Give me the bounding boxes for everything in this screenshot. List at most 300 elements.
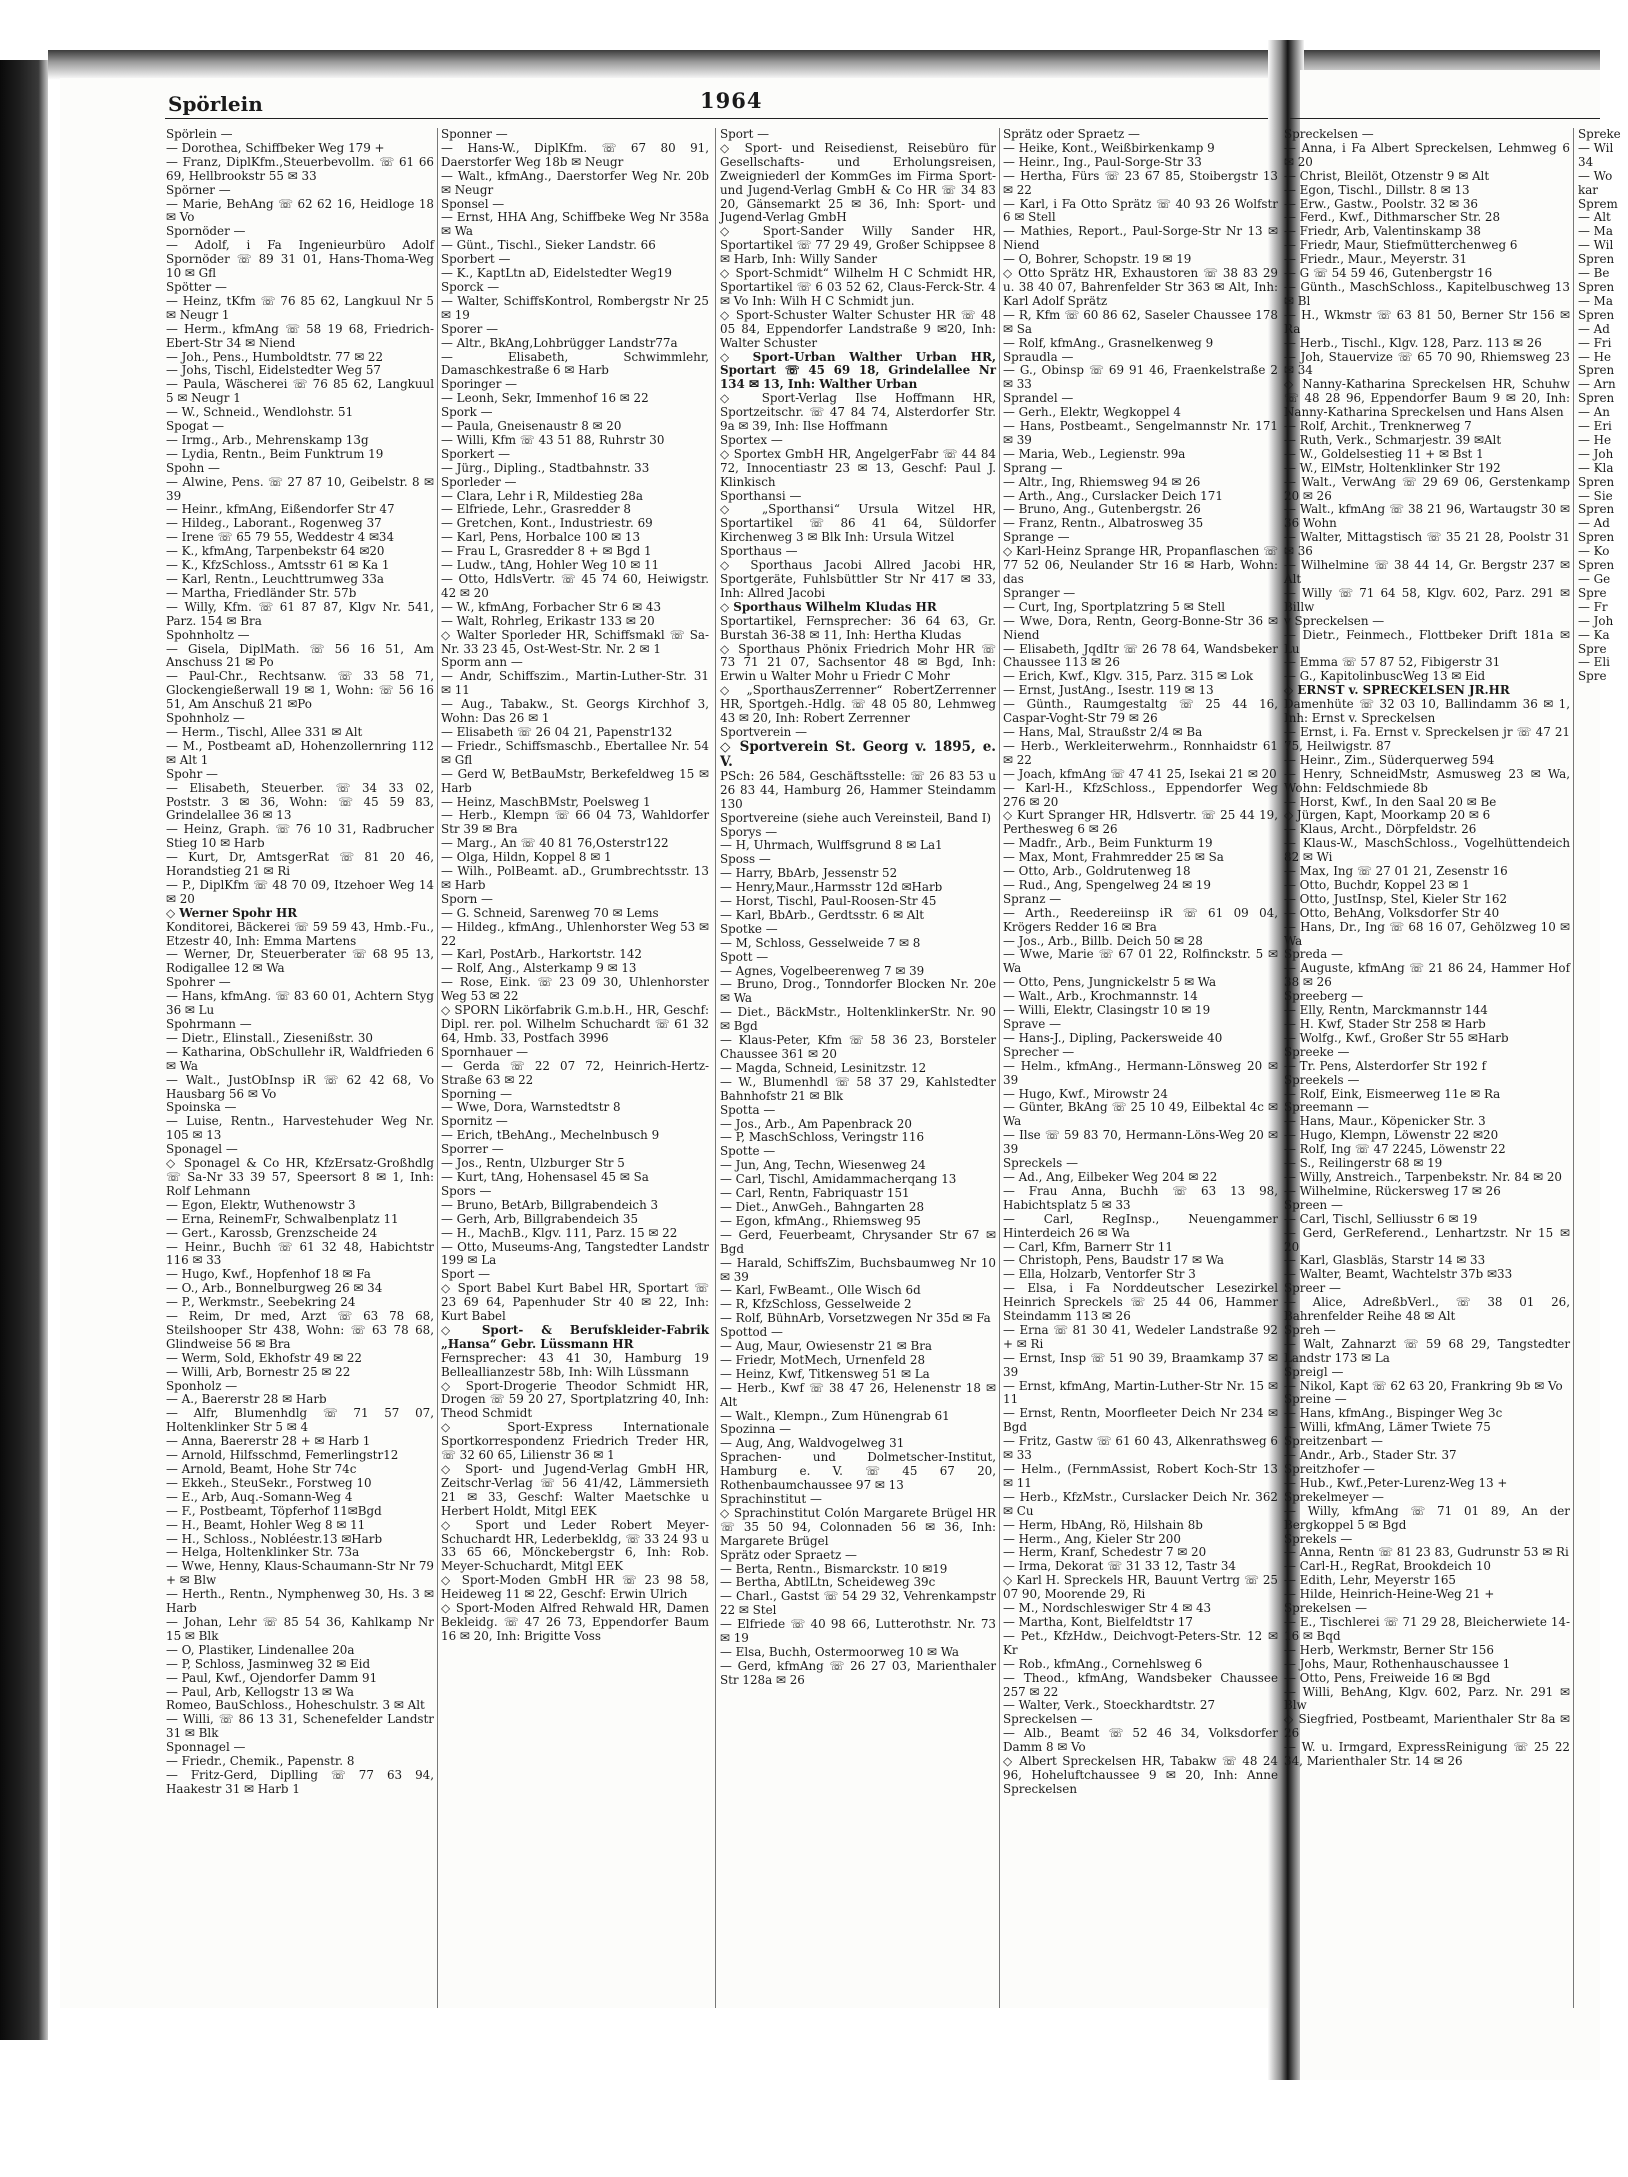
directory-entry: — Pet., KfzHdw., Deichvogt-Peters-Str. 12 ✉ Kr (1003, 1628, 1278, 1657)
surname-heading: Spreitzenbart — (1284, 1434, 1383, 1449)
directory-entry: — Ernst, Rentn, Moorfleeter Deich Nr 234 ✉ Bgd (1003, 1406, 1278, 1435)
directory-entry: — H, Uhrmach, Wulffsgrund 8 ✉ La1 (720, 838, 943, 853)
directory-entry: — P., Werkmstr., Seebekring 24 (166, 1295, 356, 1310)
directory-entry: — Hans-W., DiplKfm. ☏ 67 80 91, Daerstorfer Weg 18b ✉ Neugr (441, 140, 709, 169)
directory-entry: — Jos., Rentn, Ulzburger Str 5 (441, 1156, 625, 1171)
directory-entry: — Karl, Rentn., Leuchttrumweg 33a (166, 572, 385, 586)
directory-entry: ◇ Walter Sporleder HR, Schiffsmakl ☏ Sa-Nr. 33 23 45, Ost-West-Str. Nr. 2 ✉ 1 (441, 627, 709, 656)
directory-entry: — Paula, Wäscherei ☏ 76 85 62, Langkuul 5 ✉ Neugr 1 (166, 377, 434, 406)
directory-entry: — M, Schloss, Gesselweide 7 ✉ 8 (720, 935, 921, 950)
directory-entry: — Karl, PostArb., Harkortstr. 142 (441, 947, 642, 962)
directory-entry: — Walt, Zahnarzt ☏ 59 68 29, Tangstedter Landstr 173 ✉ La (1284, 1336, 1570, 1365)
directory-entry: — Ilse ☏ 59 83 70, Hermann-Löns-Weg 20 ✉ 39 (1003, 1128, 1278, 1157)
directory-entry: — O., Arb., Bonnelburgweg 26 ✉ 34 (166, 1281, 383, 1296)
directory-entry: — Elsa, i Fa Norddeutscher Lesezirkel Heinrich Spreckels ☏ 25 44 06, Hammer Steindamm 113 ✉ 26 (1003, 1281, 1278, 1324)
directory-entry: — Bruno, Ang., Gutenbergstr. 26 (1003, 502, 1201, 517)
directory-entry: Sportvereine (siehe auch Vereinsteil, Band I) (720, 810, 992, 825)
directory-entry: — Ferd., Kwf., Dithmarscher Str. 28 (1284, 210, 1501, 225)
directory-entry: — Rolf, Eink, Eismeerweg 11e ✉ Ra (1284, 1086, 1501, 1101)
directory-entry: — Helm., kfmAng., Hermann-Lönsweg 20 ✉ 39 (1003, 1058, 1278, 1087)
surname-heading: Sporthaus — (720, 544, 798, 559)
directory-entry: — He (1578, 349, 1612, 364)
directory-entry: — Rolf, Archit., Trenknerweg 7 (1284, 419, 1472, 434)
directory-entry: Spren (1578, 474, 1615, 489)
directory-entry: — Paul, Kwf., Ojendorfer Damm 91 (166, 1670, 378, 1685)
directory-entry: — Fritz-Gerd, Diplling ☏ 77 63 94, Haakestr 31 ✉ Harb 1 (166, 1767, 434, 1796)
directory-entry: — Karl, Glasbläs, Starstr 14 ✉ 33 (1284, 1253, 1486, 1268)
directory-entry: — Walter, Beamt, Wachtelstr 37b ✉33 (1284, 1267, 1513, 1282)
directory-entry: — Otto, JustInsp, Stel, Kieler Str 162 (1284, 891, 1508, 906)
column-divider (999, 128, 1000, 2008)
directory-entry: — Herm, Kranf, Schedestr 7 ✉ 20 (1003, 1545, 1207, 1560)
surname-heading: Sporck — (441, 279, 500, 294)
directory-entry: — H., Schloss., Nobléestr.13 ✉Harb (166, 1531, 383, 1546)
directory-entry: — Hugo, Kwf., Hopfenhof 18 ✉ Fa (166, 1267, 371, 1282)
directory-entry: ◇ Sport-Urban Walther Urban HR, Sportart ☏ 45 69 18, Grindelallee Nr 134 ✉ 13, Inh: Walther Urban (720, 349, 996, 392)
directory-entry: — Heinr., Buchh ☏ 61 32 48, Habichtstr 116 ✉ 33 (166, 1239, 434, 1268)
directory-entry: Sprachen- und Dolmetscher-Institut, Hamburg e. V. ☏ 45 67 20, Rothenbaumchaussee 97 ✉ 13 (720, 1450, 996, 1493)
directory-entry: ◇ Sprachinstitut Colón Margarete Brügel HR ☏ 35 50 94, Colonnaden 56 ✉ 36, Inh: Margarete Brügel (720, 1505, 996, 1548)
directory-entry: — Helga, Holtenklinker Str. 73a (166, 1545, 360, 1560)
surname-heading: Spohrmann — (166, 1017, 252, 1031)
directory-entry: — Aug, Maur, Owiesenstr 21 ✉ Bra (720, 1339, 933, 1354)
directory-entry: — H., MachB., Klgv. 111, Parz. 15 ✉ 22 (441, 1225, 678, 1240)
directory-entry: — Elisabeth, JqdItr ☏ 26 78 64, Wandsbeker Chaussee 113 ✉ 26 (1003, 641, 1278, 670)
directory-entry: — Be (1578, 266, 1610, 281)
directory-entry: — Franz, Rentn., Albatrosweg 35 (1003, 516, 1204, 531)
directory-entry: — Katharina, ObSchullehr iR, Waldfrieden 6 ✉ Wa (166, 1044, 434, 1073)
directory-entry: ◇ Karl-Heinz Sprange HR, Propanflaschen ☏ 77 52 06, Neulander Str 16 ✉ Harb, Wohn: das (1003, 544, 1278, 586)
directory-entry: — Paula, Gneisenaustr 8 ✉ 20 (441, 419, 622, 434)
directory-entry: — Wilhelmine ☏ 38 44 14, Gr. Bergstr 237 ✉ Alt (1284, 558, 1570, 586)
surname-heading: Spottod — (720, 1325, 783, 1340)
directory-entry: — Lydia, Rentn., Beim Funktrum 19 (166, 446, 384, 461)
directory-entry: — Paul, Arb, Kellogstr 13 ✉ Wa (166, 1684, 354, 1699)
directory-entry: — Bruno, Drog., Tonndorfer Blocken Nr. 20e ✉ Wa (720, 977, 996, 1006)
surname-heading: Sposs — (720, 852, 771, 867)
directory-entry: Spren (1578, 558, 1615, 573)
left-binding-edge (0, 60, 48, 2040)
directory-entry: ◇ Siegfried, Postbeamt, Marienthaler Str 8a ✉ 26 (1284, 1712, 1570, 1741)
directory-entry: — Elisabeth, Schwimmlehr, Damaschkestraße 6 ✉ Harb (441, 349, 709, 378)
directory-column-2 (441, 128, 709, 2008)
directory-entry: — Olga, Hildn, Koppel 8 ✉ 1 (441, 850, 612, 865)
directory-entry: — Carl-H., RegRat, Brookdeich 10 (1284, 1559, 1491, 1574)
directory-entry: — Günth., Raumgestaltg ☏ 25 44 16, Caspar-Voght-Str 79 ✉ 26 (1003, 697, 1278, 726)
directory-entry: ◇ Sport-Sander Willy Sander HR, Sportartikel ☏ 77 29 49, Großer Schippsee 8 ✉ Harb, Inh: Willy Sander (720, 224, 996, 267)
directory-entry: — Gerh, Arb, Billgrabendeich 35 (441, 1211, 639, 1226)
directory-entry: — Ernst, JustAng., Isestr. 119 ✉ 13 (1003, 683, 1214, 698)
directory-entry: — Anna, Baererstr 28 + ✉ Harb 1 (166, 1434, 371, 1449)
surname-heading: Sprätz oder Spraetz — (720, 1547, 857, 1562)
directory-entry: Damenhüte ☏ 32 03 10, Ballindamm 36 ✉ 1, Inh: Ernst v. Spreckelsen (1284, 697, 1570, 726)
directory-entry: ◇ Otto Sprätz HR, Exhaustoren ☏ 38 83 29 u. 38 40 07, Bahrenfelder Str 363 ✉ Alt, Inh: Karl Adolf Sprätz (1003, 266, 1278, 308)
directory-entry: — Klaus-Peter, Kfm ☏ 58 36 23, Borsteler Chaussee 361 ✉ 20 (720, 1033, 996, 1061)
directory-entry: ◇ Sport und Leder Robert Meyer-Schuchardt HR, Lederbekldg, ☏ 33 24 93 u 33 65 66, Mönckebergstr 6, Inh: Rob. Meyer-Schuchardt, Mitgl EEK (441, 1517, 709, 1574)
directory-entry: — Herb., KfzMstr., Curslacker Deich Nr. 362 ✉ Cu (1003, 1489, 1278, 1518)
surname-heading: Sport — (441, 1267, 491, 1282)
directory-entry: — Gerd W, BetBauMstr, Berkefeldweg 15 ✉ Harb (441, 766, 709, 795)
directory-entry: — Herm., kfmAng ☏ 58 19 68, Friedrich-Ebert-Str 34 ✉ Niend (166, 321, 434, 350)
directory-entry: ◇ Jürgen, Kapt, Moorkamp 20 ✉ 6 (1284, 808, 1491, 823)
directory-entry: — Walt., Klempn., Zum Hünengrab 61 (720, 1408, 950, 1423)
directory-entry: — Wolfg., Kwf., Großer Str 55 ✉Harb (1284, 1030, 1509, 1045)
directory-entry: — Willy, Kfm. ☏ 61 87 87, Klgv Nr. 541, Parz. 154 ✉ Bra (166, 599, 434, 628)
directory-entry: — Otto, Pens, Jungnickelstr 5 ✉ Wa (1003, 975, 1217, 990)
directory-entry: — Bruno, BetArb, Billgrabendeich 3 (441, 1197, 659, 1212)
directory-entry: — Hildeg., kfmAng., Uhlenhorster Weg 53 ✉ 22 (441, 919, 709, 948)
surname-heading: Spreke (1578, 127, 1621, 141)
surname-heading: Sporinger — (441, 377, 518, 392)
directory-entry: — Alfr, Blumenhdlg ☏ 71 57 07, Holtenklinker Str 5 ✉ 4 (166, 1406, 434, 1435)
surname-heading: Sprang — (1003, 460, 1063, 475)
directory-entry: — W., Goldelsestieg 11 + ✉ Bst 1 (1284, 446, 1484, 461)
directory-entry: — Paul-Chr., Rechtsanw. ☏ 33 58 71, Glockengießerwall 19 ✉ 1, Wohn: ☏ 56 16 51, Am Anschuß 21 ✉Po (166, 669, 434, 712)
directory-entry: — Hans, Mal, Straußstr 2/4 ✉ Ba (1003, 724, 1203, 739)
directory-entry: ◇ Sponagel & Co HR, KfzErsatz-Großhdlg ☏ Sa-Nr 33 39 57, Speersort 8 ✉ 1, Inh: Rolf Lehmann (166, 1156, 434, 1198)
directory-entry: — Irma, Dekorat ☏ 31 33 12, Tastr 34 (1003, 1559, 1236, 1574)
surname-heading: Spranz — (1003, 891, 1062, 906)
surname-heading: Spörner — (166, 182, 231, 197)
directory-entry: — R, Kfm ☏ 60 86 62, Saseler Chaussee 178 ✉ Sa (1003, 307, 1278, 336)
directory-entry: ◇ Sport- und Jugend-Verlag GmbH HR, Zeitschr-Verlag ☏ 56 41/42, Lämmersieth 21 ✉ 33, Geschf: Walter Maetschke u Herbert Holdt, Mitgl EEK (441, 1462, 709, 1518)
directory-entry: — W., kfmAng, Forbacher Str 6 ✉ 43 (441, 599, 662, 614)
directory-entry: — Walter, Mittagstisch ☏ 35 21 28, Poolstr 31 ✉ 36 (1284, 530, 1570, 559)
directory-entry: — Ernst, Insp ☏ 51 90 39, Braamkamp 37 ✉ 39 (1003, 1350, 1278, 1379)
surname-heading: Sprekelsen — (1284, 1601, 1367, 1616)
directory-entry: — Hans, Dr., Ing ☏ 68 16 07, Gehölzweg 10 ✉ Wa (1284, 919, 1570, 948)
directory-entry: — Friedr., Chemik., Papenstr. 8 (166, 1754, 355, 1769)
directory-entry: — G ☏ 54 59 46, Gutenbergstr 16 (1284, 266, 1493, 281)
directory-entry: 34 (1578, 154, 1594, 169)
surname-heading: Sprekels — (1284, 1531, 1353, 1546)
directory-entry: — Joh (1578, 613, 1614, 628)
directory-entry: — Eri (1578, 419, 1612, 434)
surname-heading: Sprekelmeyer — (1284, 1489, 1384, 1504)
directory-column-1 (166, 128, 434, 2008)
directory-entry: — Friedr, MotMech, Urnenfeld 28 (720, 1352, 926, 1367)
directory-entry: — Ad (1578, 321, 1610, 336)
directory-entry: — Elisabeth ☏ 26 04 21, Papenstr132 (441, 724, 673, 739)
directory-entry: ◇ Sport-Express Internationale Sportkorrespondenz Friedrich Treder HR, ☏ 32 60 65, Lilienstr 36 ✉ 1 (441, 1420, 709, 1463)
directory-entry: ◇ Sport-Verlag Ilse Hoffmann HR, Sportzeitschr. ☏ 47 84 74, Alsterdorfer Str. 9a ✉ 39, Inh: Ilse Hoffmann (720, 391, 996, 434)
surname-heading: Spozinna — (720, 1422, 792, 1437)
surname-heading: Spohr — (166, 766, 218, 781)
directory-entry: — Friedr, Arb, Valentinskamp 38 (1284, 224, 1481, 239)
header-rule-right (1290, 118, 1600, 119)
directory-entry: — Arn (1578, 377, 1616, 392)
column-divider (437, 128, 438, 2008)
directory-entry: — Harald, SchiffsZim, Buchsbaumweg Nr 10 ✉ 39 (720, 1255, 996, 1284)
directory-entry: — Walt, Rohrleg, Erikastr 133 ✉ 20 (441, 613, 655, 628)
surname-heading: Spors — (441, 1183, 492, 1198)
directory-entry: — Fritz, Gastw ☏ 61 60 43, Alkenrathsweg 6 ✉ 33 (1003, 1434, 1278, 1463)
directory-entry: — Luise, Rentn., Harvestehuder Weg Nr. 105 ✉ 13 (166, 1114, 434, 1143)
directory-entry: Spren (1578, 502, 1615, 517)
directory-entry: — Willi, Kfm ☏ 43 51 88, Ruhrstr 30 (441, 432, 665, 447)
directory-entry: Spre (1578, 641, 1607, 656)
directory-entry: — Karl, BbArb., Gerdtsstr. 6 ✉ Alt (720, 907, 925, 922)
surname-heading: Sporrer — (441, 1142, 504, 1157)
directory-entry: — Ella, Holzarb, Ventorfer Str 3 (1003, 1267, 1196, 1282)
directory-entry: — Friedr., Schiffsmaschb., Ebertallee Nr. 54 ✉ Gfl (441, 738, 709, 767)
directory-entry: — Diet., BäckMstr., HoltenklinkerStr. Nr. 90 ✉ Bgd (720, 1005, 996, 1034)
directory-entry: — Jürg., Dipling., Stadtbahnstr. 33 (441, 460, 650, 475)
directory-entry: — Rud., Ang, Spengelweg 24 ✉ 19 (1003, 877, 1211, 892)
surname-heading: Sporthansi — (720, 488, 802, 503)
surname-heading: Spreeberg — (1284, 989, 1364, 1004)
surname-heading: Spotta — (720, 1102, 776, 1117)
directory-entry: — Herm., Tischl, Allee 331 ✉ Alt (166, 724, 363, 739)
directory-entry: Spren (1578, 391, 1615, 406)
directory-entry: — W., ElMstr, Holtenklinker Str 192 (1284, 460, 1501, 475)
surname-heading: Spohn — (166, 460, 220, 475)
directory-entry: ◇ Sporthaus Jacobi Allred Jacobi HR, Sportgeräte, Fuhlsbüttler Str Nr 417 ✉ 33, Inh: Allred Jacobi (720, 558, 996, 600)
directory-entry: ◇ Sport- & Berufskleider-Fabrik „Hansa“ Gebr. Lüssmann HR (441, 1322, 709, 1351)
directory-entry: — Arnold, Beamt, Hohe Str 74c (166, 1462, 357, 1476)
surname-heading: Spohnholtz — (166, 627, 250, 642)
directory-entry: — Herb., Werkleiterwehrm., Ronnhaidstr 61 ✉ 22 (1003, 738, 1278, 767)
directory-entry: ◇ Werner Spohr HR (166, 905, 298, 920)
surname-heading: Spreckelsen — (1003, 1712, 1093, 1727)
directory-entry: — Friedr, Maur, Stiefmütterchenweg 6 (1284, 238, 1518, 253)
directory-entry: — Martha, Kont, Bielfeldtstr 17 (1003, 1614, 1193, 1629)
directory-entry: — Hildeg., Laborant., Rogenweg 37 (166, 516, 382, 531)
directory-entry: — Edith, Lehr, Meyerstr 165 (1284, 1573, 1456, 1588)
directory-entry: ◇ Sporthaus Phönix Friedrich Mohr HR ☏ 73 71 21 07, Sachsentor 48 ✉ Bgd, Inh: Erwin u Walter Mohr u Friedr C Mohr (720, 641, 996, 684)
directory-entry: — Johs, Maur, Rothenhauschaussee 1 (1284, 1656, 1511, 1671)
directory-entry: — Günter, BkAng ☏ 25 10 49, Eilbektal 4c ✉ Wa (1003, 1100, 1278, 1129)
directory-entry: — Aug, Ang, Waldvogelweg 31 (720, 1436, 905, 1451)
directory-entry: — Kurt, Dr, AmtsgerRat ☏ 81 20 46, Horandstieg 21 ✉ Ri (166, 850, 434, 879)
directory-entry: — Jun, Ang, Techn, Wiesenweg 24 (720, 1158, 926, 1173)
directory-entry: — Elfriede ☏ 40 98 66, Lutterothstr. Nr. 73 ✉ 19 (720, 1617, 996, 1646)
surname-heading: Sprandel — (1003, 391, 1074, 406)
directory-entry: — Erw., Gastw., Poolstr. 32 ✉ 36 (1284, 196, 1478, 211)
directory-entry: ◇ Sport-Schmidt“ Wilhelm H C Schmidt HR, Sportartikel ☏ 6 03 52 62, Claus-Ferck-Str. 4 ✉ Vo Inh: Wilh H C Schmidt jun. (720, 266, 996, 308)
directory-entry: ◇ Nanny-Katharina Spreckelsen HR, Schuhw ☏ 48 28 96, Eppendorfer Baum 9 ✉ 20, Inh: Nanny-Katharina Spreckelsen und Hans Alsen (1284, 377, 1570, 420)
surname-heading: Sportex — (720, 432, 783, 447)
directory-entry: — Willy, kfmAng ☏ 71 01 89, An der Bergkoppel 5 ✉ Bgd (1284, 1503, 1570, 1532)
directory-entry: Konditorei, Bäckerei ☏ 59 59 43, Hmb.-Fu., Etzestr 40, Inh: Emma Martens (166, 919, 434, 948)
directory-entry: — Jos., Arb., Billb. Deich 50 ✉ 28 (1003, 933, 1203, 948)
directory-entry: — Altr., Ing, Rhiemsweg 94 ✉ 26 (1003, 474, 1201, 489)
surname-heading: Sprange — (1003, 530, 1070, 545)
surname-heading: Sporkert — (441, 446, 510, 461)
directory-entry: — Walter, SchiffsKontrol, Rombergstr Nr 25 ✉ 19 (441, 293, 709, 322)
directory-entry: — Rob., kfmAng., Cornehlsweg 6 (1003, 1656, 1203, 1671)
directory-entry: Spre (1578, 669, 1607, 684)
directory-entry: — Ludw., tAng, Hohler Weg 10 ✉ 11 (441, 558, 660, 573)
directory-entry: — Heinz, MaschBMstr, Poelsweg 1 (441, 794, 651, 809)
directory-entry: — K., KfzSchloss., Amtsstr 61 ✉ Ka 1 (166, 558, 390, 573)
directory-entry: — Ekkeh., SteuSekr., Forstweg 10 (166, 1475, 372, 1490)
directory-entry: — Ernst, kfmAng, Martin-Luther-Str Nr. 15 ✉ 11 (1003, 1378, 1278, 1407)
surname-heading: Sport — (720, 127, 770, 141)
directory-entry: — Anna, i Fa Albert Spreckelsen, Lehmweg 6 ✉ 20 (1284, 140, 1570, 169)
directory-entry: — Hans, Maur., Köpenicker Str. 3 (1284, 1114, 1486, 1129)
directory-entry: — Werm, Sold, Ekhofstr 49 ✉ 22 (166, 1350, 362, 1365)
directory-entry: — Carl, Tischl, Amidammacherqang 13 (720, 1172, 957, 1187)
directory-entry: Fernsprecher: 43 41 30, Hamburg 19 Belleallianzestr 58b, Inh: Wilh Lüssmann (441, 1350, 709, 1379)
directory-entry: — Otto, BehAng, Volksdorfer Str 40 (1284, 905, 1500, 920)
directory-entry: — Marie, BehAng ☏ 62 62 16, Heidloge 18 ✉ Vo (166, 196, 434, 225)
directory-entry: — G., Obinsp ☏ 69 91 46, Fraenkelstraße 2 ✉ 33 (1003, 363, 1278, 392)
directory-entry: — Erna ☏ 81 30 41, Wedeler Landstraße 92 + ✉ Ri (1003, 1322, 1278, 1351)
directory-entry: Sportartikel, Fernsprecher: 36 64 63, Gr. Burstah 36-38 ✉ 11, Inh: Hertha Kludas (720, 613, 996, 642)
directory-entry: ◇ Kurt Spranger HR, Hdlsvertr. ☏ 25 44 19, Perthesweg 6 ✉ 26 (1003, 808, 1278, 837)
directory-entry: — E., Arb, Auq.-Somann-Weg 4 (166, 1489, 353, 1504)
directory-entry: — Eli (1578, 655, 1610, 670)
directory-entry: — Diet., AnwGeh., Bahngarten 28 (720, 1199, 925, 1214)
directory-entry: ◇ „Sporthansi“ Ursula Witzel HR, Sportartikel ☏ 86 41 64, Süldorfer Kirchenweg 3 ✉ Blk Inh: Ursula Witzel (720, 502, 996, 545)
directory-entry: — Alt (1578, 210, 1611, 225)
directory-entry: — Gisela, DiplMath. ☏ 56 16 51, Am Anschuss 21 ✉ Po (166, 641, 434, 670)
directory-entry: — Heike, Kont., Weißbirkenkamp 9 (1003, 140, 1215, 155)
directory-entry: — Hans, kfmAng. ☏ 83 60 01, Achtern Styg 36 ✉ Lu (166, 989, 434, 1018)
directory-entry: Spren (1578, 252, 1615, 267)
directory-entry: — Alb., Beamt ☏ 52 46 34, Volksdorfer Damm 8 ✉ Vo (1003, 1726, 1278, 1755)
surname-heading: Spreckelsen — (1284, 127, 1374, 141)
surname-heading: Spreen — (1284, 1197, 1343, 1212)
directory-entry: — Mathies, Report., Paul-Sorge-Str Nr 13 ✉ Niend (1003, 224, 1278, 253)
directory-entry: — Gert., Karossb, Grenzscheide 24 (166, 1225, 378, 1240)
directory-entry: ◇ Sport-Drogerie Theodor Schmidt HR, Drogen ☏ 59 20 27, Sportplatzring 40, Inh: Theod Schmidt (441, 1378, 709, 1421)
directory-entry: ◇ Sport Babel Kurt Babel HR, Sportart ☏ 23 69 64, Papenhuder Str 40 ✉ 22, Inh: Kurt Babel (441, 1281, 709, 1324)
surname-heading: Spork — (441, 405, 493, 420)
directory-entry: — Wilhelmine, Rückersweg 17 ✉ 26 (1284, 1183, 1501, 1198)
directory-entry: — Andr., Arb., Stader Str. 37 (1284, 1448, 1457, 1463)
surname-heading: Spornhauer — (441, 1044, 529, 1059)
directory-entry: — Sie (1578, 488, 1613, 503)
directory-entry: — Agnes, Vogelbeerenweg 7 ✉ 39 (720, 963, 925, 978)
surname-heading: Sporys — (720, 824, 778, 839)
surname-heading: Spreh — (1284, 1322, 1336, 1337)
directory-entry: Spren (1578, 307, 1615, 322)
directory-entry: — Dorothea, Schiffbeker Weg 179 + (166, 140, 385, 155)
surname-heading: Sprätz oder Spraetz — (1003, 127, 1140, 141)
directory-entry: — Henry,Maur.,Harmsstr 12d ✉Harb (720, 880, 943, 895)
directory-entry: — Heinz, tKfm ☏ 76 85 62, Langkuul Nr 5 ✉ Neugr 1 (166, 293, 434, 322)
surname-heading: Spraudla — (1003, 349, 1074, 364)
directory-entry: Sprem (1578, 196, 1618, 211)
directory-entry: — Hans, kfmAng., Bispinger Weg 3c (1284, 1406, 1503, 1421)
surname-heading: Sporm ann — (441, 655, 523, 670)
column-divider (715, 128, 716, 2008)
header-rule (165, 118, 1268, 119)
directory-entry: — Curt, Ing, Sportplatzring 5 ✉ Stell (1003, 599, 1226, 614)
surname-heading: Spornöder — (166, 224, 246, 239)
directory-entry: — Elsa, Buchh, Ostermoorweg 10 ✉ Wa (720, 1644, 959, 1659)
directory-entry: — W., Schneid., Wendlohstr. 51 (166, 405, 354, 420)
surname-heading: Spotte — (720, 1144, 776, 1159)
directory-entry: ◇ Sport-Moden GmbH HR ☏ 23 98 58, Heideweg 11 ✉ 22, Geschf: Erwin Ulrich (441, 1573, 709, 1602)
surname-heading: Spötter — (166, 279, 227, 294)
directory-entry: — Karl, i Fa Otto Sprätz ☏ 40 93 26 Wolfstr 6 ✉ Stell (1003, 196, 1278, 225)
directory-entry: ◇ SPORN Likörfabrik G.m.b.H., HR, Geschf: Dipl. rer. pol. Wilhelm Schuchardt ☏ 61 32 64, Hmb. 33, Postfach 3996 (441, 1003, 709, 1045)
directory-entry: — Andr, Schiffszim., Martin-Luther-Str. 31 ✉ 11 (441, 669, 709, 698)
directory-entry: — Walt., kfmAng., Daerstorfer Weg Nr. 20b ✉ Neugr (441, 168, 709, 197)
directory-entry: — Otto, HdlsVertr. ☏ 45 74 60, Heiwigstr. 42 ✉ 20 (441, 572, 709, 600)
directory-entry: — Herb., Kwf ☏ 38 47 26, Helenenstr 18 ✉ Alt (720, 1380, 996, 1409)
directory-entry: — Walt., Arb., Krochmannstr. 14 (1003, 989, 1198, 1004)
directory-entry: Spre (1578, 585, 1607, 600)
directory-entry: — Erich, tBehAng., Mechelnbusch 9 (441, 1128, 660, 1143)
directory-entry: — Helm., (FernmAssist, Robert Koch-Str 13 ✉ 11 (1003, 1462, 1278, 1490)
directory-entry: — Johan, Lehr ☏ 85 54 36, Kahlkamp Nr 15 ✉ Blk (166, 1614, 434, 1643)
directory-entry: — Altr., BkAng,Lohbrügger Landstr77a (441, 335, 678, 350)
directory-entry: — Karl, FwBeamt., Olle Wisch 6d (720, 1283, 921, 1298)
directory-entry: — Wwe, Marie ☏ 67 01 22, Rolfinckstr. 5 ✉ Wa (1003, 947, 1278, 976)
directory-entry: — Ernst, HHA Ang, Schiffbeke Weg Nr 358a ✉ Wa (441, 210, 709, 239)
directory-entry: kar (1578, 182, 1598, 197)
surname-heading: Spreine — (1284, 1392, 1347, 1407)
directory-entry: — Arth., Ang., Curslacker Deich 171 (1003, 488, 1223, 503)
directory-entry: ◇ Sportex GmbH HR, AngelgerFabr ☏ 44 84 72, Innocentiastr 23 ✉ 13, Geschf: Paul J. Klinkisch (720, 446, 996, 489)
surname-heading: Sporn — (441, 891, 493, 906)
directory-entry: — Willy, Anstreich., Tarpenbekstr. Nr. 84 ✉ 20 (1284, 1169, 1562, 1184)
directory-entry: — Herm., Ang, Kieler Str 200 (1003, 1531, 1181, 1546)
surname-heading: Spoinska — (166, 1100, 237, 1115)
directory-entry: — Joh (1578, 446, 1614, 461)
surname-heading: Sprachinstitut — (720, 1492, 822, 1506)
surname-heading: Sporning — (441, 1086, 513, 1101)
directory-entry: — G., KapitolinbuscWeg 13 ✉ Eid (1284, 669, 1486, 684)
directory-entry: — Irmg., Arb., Mehrenskamp 13g (166, 432, 369, 447)
directory-entry: — Willi, BehAng, Klgv. 602, Parz. Nr. 291 ✉ Blw (1284, 1684, 1570, 1713)
surname-heading: Spreckels — (1003, 1156, 1078, 1171)
surname-heading: Spohrer — (166, 975, 231, 990)
surname-heading: Spornitz — (441, 1114, 508, 1129)
directory-entry: — Wwe, Dora, Rentn, Georg-Bonne-Str 36 ✉ Niend (1003, 613, 1278, 642)
directory-entry: — Willi, kfmAng, Lämer Twiete 75 (1284, 1420, 1491, 1435)
directory-entry: — He (1578, 432, 1612, 447)
page-number: 1964 (700, 88, 763, 113)
directory-entry: — Maria, Web., Legienstr. 99a (1003, 446, 1186, 461)
surname-heading: Spreitzhofer — (1284, 1462, 1375, 1476)
directory-entry: — H., Wkmstr ☏ 63 81 50, Berner Str 156 ✉ Ra (1284, 307, 1570, 336)
directory-entry: — Anna, Rentn ☏ 81 23 83, Gudrunstr 53 ✉ Ri (1284, 1545, 1569, 1560)
directory-entry: — Herth., Rentn., Nymphenweg 30, Hs. 3 ✉ Harb (166, 1587, 434, 1616)
directory-entry: — Jos., Arb., Am Papenbrack 20 (720, 1116, 912, 1131)
directory-entry: — Berta, Rentn., Bismarckstr. 10 ✉19 (720, 1561, 948, 1576)
directory-entry: — Wo (1578, 168, 1613, 183)
directory-entry: — Horst, Kwf., In den Saal 20 ✉ Be (1284, 794, 1497, 809)
directory-entry: — Werner, Dr, Steuerberater ☏ 68 95 13, Rodigallee 12 ✉ Wa (166, 947, 434, 976)
directory-entry: — Walt., JustObInsp iR ☏ 62 42 68, Vo Hausbarg 56 ✉ Vo (166, 1072, 434, 1101)
directory-entry: — Wil (1578, 140, 1614, 155)
directory-entry: — Max, Mont, Frahmredder 25 ✉ Sa (1003, 850, 1224, 865)
surname-heading: Sponagel — (166, 1142, 238, 1157)
directory-entry: — Gerd, Feuerbeamt, Chrysander Str 67 ✉ Bgd (720, 1227, 996, 1256)
directory-entry: — H., Beamt, Hohler Weg 8 ✉ 11 (166, 1517, 366, 1532)
directory-entry: — Nikol, Kapt ☏ 62 63 20, Frankring 9b ✉ Vo (1284, 1378, 1563, 1393)
directory-entry: — Fr (1578, 599, 1608, 614)
directory-entry: — Herb., Klempn ☏ 66 04 73, Wahldorfer Str 39 ✉ Bra (441, 808, 709, 837)
directory-entry: — Frau Anna, Buchh ☏ 63 13 98, Habichtsplatz 5 ✉ 33 (1003, 1183, 1278, 1212)
directory-entry: — Günth., MaschSchloss., Kapitelbuschweg 13 ✉ Bl (1284, 279, 1570, 308)
directory-entry: ◇ Karl H. Spreckels HR, Bauunt Vertrg ☏ 25 07 90, Moorende 29, Ri (1003, 1573, 1278, 1602)
directory-entry: Spren (1578, 279, 1615, 294)
surname-heading: Sponholz — (166, 1378, 238, 1393)
surname-heading: Sporer — (441, 321, 498, 336)
surname-heading: Spreigl — (1284, 1364, 1344, 1379)
directory-entry: — Ma (1578, 293, 1613, 308)
directory-entry: — M., Postbeamt aD, Hohenzollernring 112 ✉ Alt 1 (166, 738, 434, 767)
directory-entry: — Aug., Tabakw., St. Georgs Kirchhof 3, Wohn: Das 26 ✉ 1 (441, 697, 709, 726)
directory-entry: — Adolf, i Fa Ingenieurbüro Adolf Spornöder ☏ 89 31 01, Hans-Thoma-Weg 10 ✉ Gfl (166, 238, 434, 281)
directory-entry: — Fri (1578, 335, 1612, 350)
